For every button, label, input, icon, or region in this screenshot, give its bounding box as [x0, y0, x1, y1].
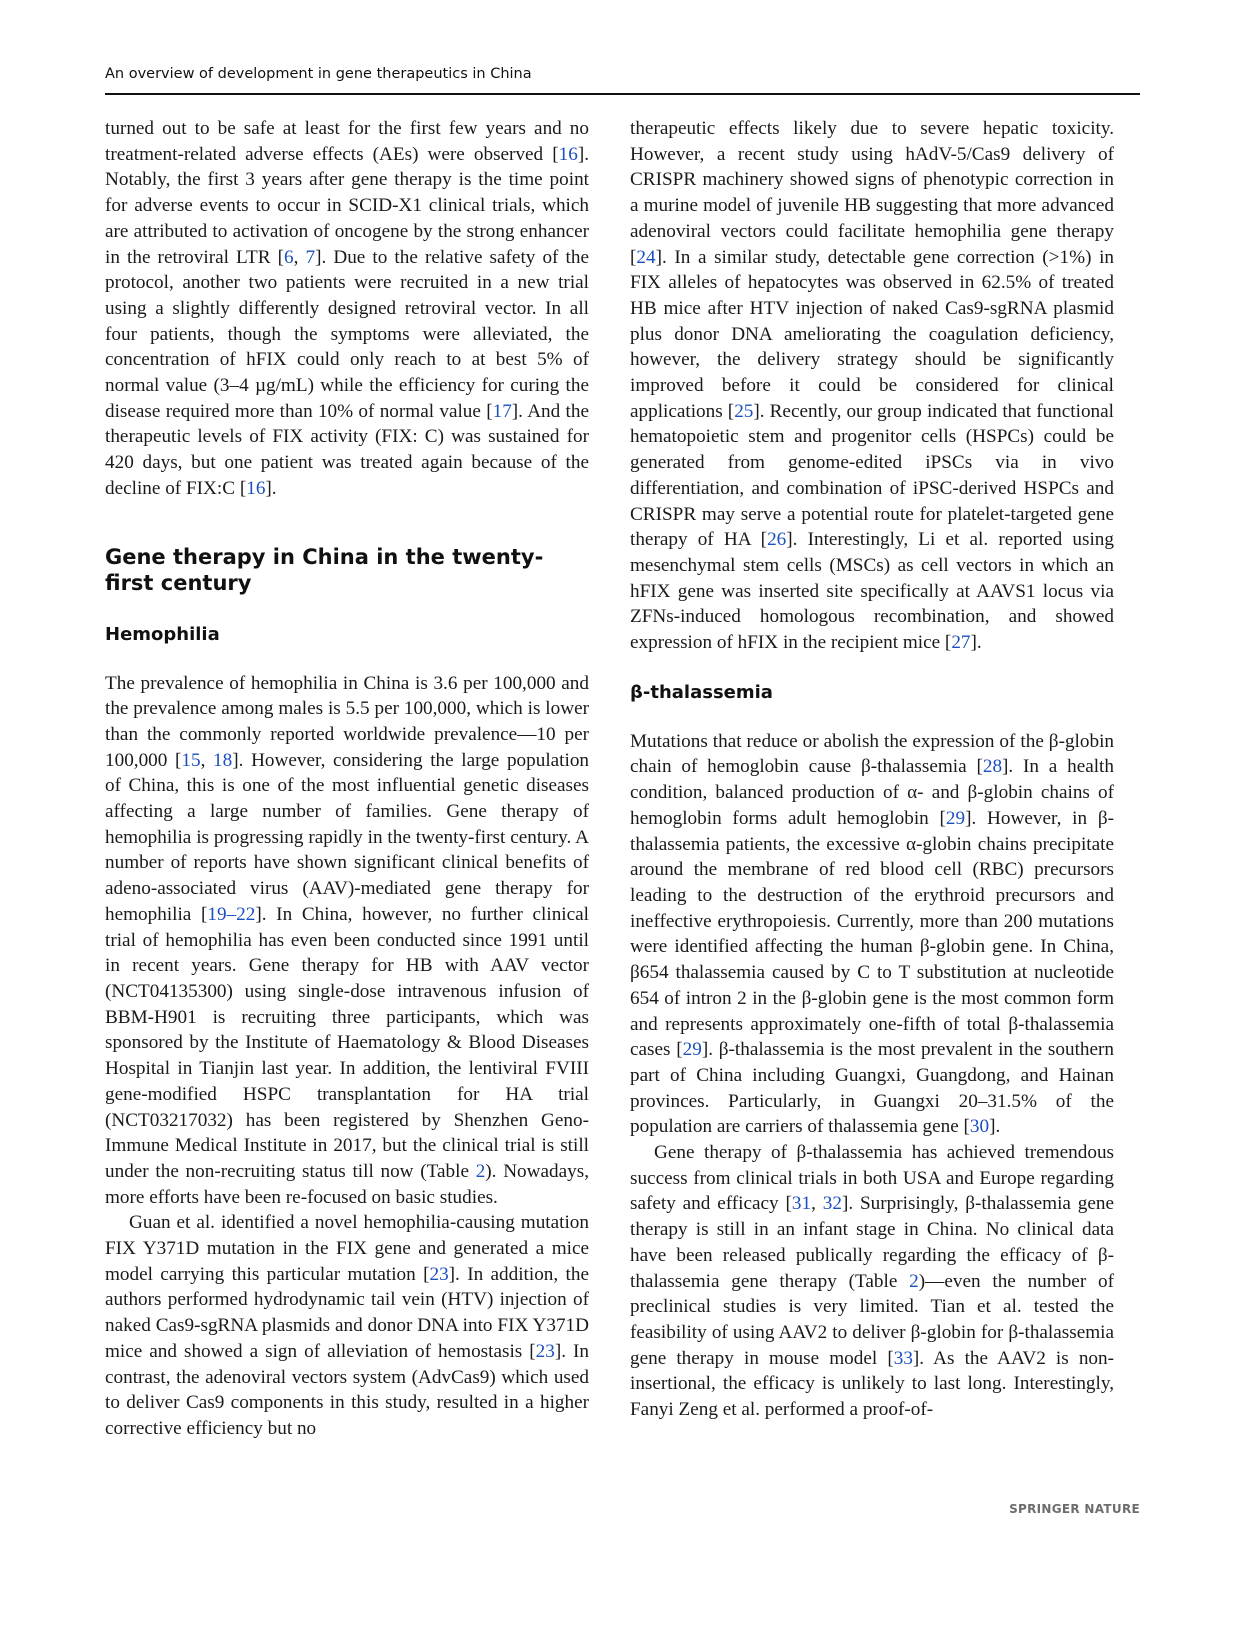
citation-link[interactable]: 32 [822, 1193, 842, 1215]
citation-link[interactable]: 16 [246, 477, 266, 499]
subsection-heading-hemophilia: Hemophilia [105, 623, 220, 645]
citation-link[interactable]: 17 [492, 400, 512, 422]
subsection-heading-thalassemia: β-thalassemia [630, 681, 773, 703]
paragraph-intro: turned out to be safe at least for the first few years and no treatment-related adverse effects (AEs) were observed [16]. Notably, the first 3 years after gene therapy is the time point for adverse events to occur in SCID-X1 clinical trials, which are attributed to activation of oncogene by the strong enhancer in the retroviral LTR [6, 7]. Due to the relative safety of the protocol, another two patients were recruited in a new trial using a slightly differently designed retroviral vector. In all four patients, though the symptoms were alleviated, the concentration of hFIX could only reach to at best 5% of normal value (3–4 µg/mL) while the efficiency for curing the disease required more than 10% of normal value [17]. And the therapeutic levels of FIX activity (FIX: C) was sustained for 420 days, but one patient was treated again because of the decline of FIX:C [16]. [105, 118, 589, 499]
citation-link[interactable]: 27 [951, 632, 971, 654]
running-head: An overview of development in gene therapeutics in China [105, 66, 532, 82]
right-column [630, 116, 1114, 1423]
citation-link[interactable]: 24 [636, 246, 656, 268]
publisher-logo: SPRINGER NATURE [1009, 1502, 1140, 1516]
citation-link[interactable]: 19–22 [207, 903, 256, 925]
paragraph-hemophilia-prevalence: The prevalence of hemophilia in China is 3.6 per 100,000 and the prevalence among males is 5.5 per 100,000, which is lower than the commonly reported worldwide prevalence—10 per 100,000 [15, 18]. However, considering the large population of China, this is one of the most influential genetic diseases affecting a large number of families. Gene therapy of hemophilia is progressing rapidly in the twenty-first century. A number of reports have shown significant clinical benefits of adeno-associated virus (AAV)-mediated gene therapy for hemophilia [19–22]. In China, however, no further clinical trial of hemophilia has even been conducted since 1991 until in recent years. Gene therapy for HB with AAV vector (NCT04135300) using single-dose intravenous infusion of BBM-H901 is recruiting three participants, which was sponsored by the Institute of Haematology & Blood Diseases Hospital in Tianjin last year. In addition, the lentiviral FVIII gene-modified HSPC transplantation for HA trial (NCT03217032) has been registered by Shenzhen Geno-Immune Medical Institute in 2017, but the clinical trial is still under the non-recruiting status till now (Table 2). Nowadays, more efforts have been re-focused on basic studies. [105, 672, 590, 1208]
citation-link[interactable]: 28 [982, 756, 1003, 778]
citation-link[interactable]: 23 [535, 1340, 555, 1362]
citation-link[interactable]: 31 [791, 1193, 812, 1215]
citation-link[interactable]: 15 [181, 749, 201, 771]
citation-link[interactable]: 25 [734, 400, 754, 422]
citation-link[interactable]: 6 [283, 246, 294, 268]
citation-link[interactable]: 33 [893, 1347, 913, 1369]
paragraph-thalassemia-gene-therapy: Gene therapy of β-thalassemia has achieved tremendous success from clinical trials in both USA and Europe regarding safety and efficacy [31, 32]. Surprisingly, β-thalassemia gene therapy is still in an infant stage in China. No clinical data have been released publically regarding the efficacy of β-thalassemia gene therapy (Table 2)—even the number of preclinical studies is very limited. Tian et al. tested the feasibility of using AAV2 to deliver β-globin for β-thalassemia gene therapy in mouse model [33]. As the AAV2 is non-insertional, the efficacy is unlikely to last long. Interestingly, Fanyi Zeng et al. performed a proof-of- [630, 1142, 1115, 1421]
left-column [105, 116, 589, 1442]
section-heading: Gene therapy in China in the twenty-first century [105, 544, 544, 595]
table-link[interactable]: 2 [475, 1160, 486, 1182]
paragraph-thalassemia: Mutations that reduce or abolish the expression of the β-globin chain of hemoglobin cause β-thalassemia [28]. In a health condition, balanced production of α- and β-globin chains of hemoglobin forms adult hemoglobin [29]. However, in β-thalassemia patients, the excessive α-globin chains precipitate around the membrane of red blood cell (RBC) precursors leading to the destruction of the erythroid precursors and ineffective erythropoiesis. Currently, more than 200 mutations were identified affecting the human β-globin gene. In China, β654 thalassemia caused by C to T substitution at nucleotide 654 of intron 2 in the β-globin gene is the most common form and represents approximately one-fifth of total β-thalassemia cases [29]. β-thalassemia is the most prevalent in the southern part of China including Guangxi, Guangdong, and Hainan provinces. Particularly, in Guangxi 20–31.5% of the population are carriers of thalassemia gene [30]. [630, 730, 1115, 1138]
citation-link[interactable]: 16 [558, 143, 578, 165]
table-link[interactable]: 2 [909, 1270, 919, 1292]
citation-link[interactable]: 7 [305, 246, 316, 268]
citation-link[interactable]: 23 [429, 1263, 449, 1285]
citation-link[interactable]: 29 [682, 1039, 702, 1061]
citation-link[interactable]: 30 [969, 1116, 990, 1138]
citation-link[interactable]: 26 [767, 529, 787, 551]
header-rule [105, 93, 1140, 95]
citation-link[interactable]: 29 [945, 807, 966, 829]
paragraph-guan: Guan et al. identified a novel hemophilia-causing mutation FIX Y371D mutation in the FIX gene and generated a mice model carrying this particular mutation [23]. In addition, the authors performed hydrodynamic tail vein (HTV) injection of naked Cas9-sgRNA plasmids and donor DNA into FIX Y371D mice and showed a sign of alleviation of hemostasis [23]. In contrast, the adenoviral vectors system (AdvCas9) which used to deliver Cas9 components in this study, resulted in a higher corrective efficiency but no [105, 1212, 589, 1439]
paragraph-hemophilia-continued: therapeutic effects likely due to severe hepatic toxicity. However, a recent study using hAdV-5/Cas9 delivery of CRISPR machinery showed signs of phenotypic correction in a murine model of juvenile HB suggesting that more advanced adenoviral vectors could facilitate hemophilia gene therapy [24]. In a similar study, detectable gene correction (>1%) in FIX alleles of hepatocytes was observed in 62.5% of treated HB mice after HTV injection of naked Cas9-sgRNA plasmid plus donor DNA ameliorating the coagulation deficiency, however, the delivery strategy should be significantly improved before it could be considered for clinical applications [25]. Recently, our group indicated that functional hematopoietic stem and progenitor cells (HSPCs) could be generated from genome-edited iPSCs via in vivo differentiation, and combination of iPSC-derived HSPCs and CRISPR may serve a potential route for platelet-targeted gene therapy of HA [26]. Interestingly, Li et al. reported using mesenchymal stem cells (MSCs) as cell vectors in which an hFIX gene was inserted site specifically at AAVS1 locus via ZFNs-induced homologous recombination, and showed expression of hFIX in the recipient mice [27]. [630, 118, 1114, 654]
citation-link[interactable]: 18 [213, 749, 233, 771]
